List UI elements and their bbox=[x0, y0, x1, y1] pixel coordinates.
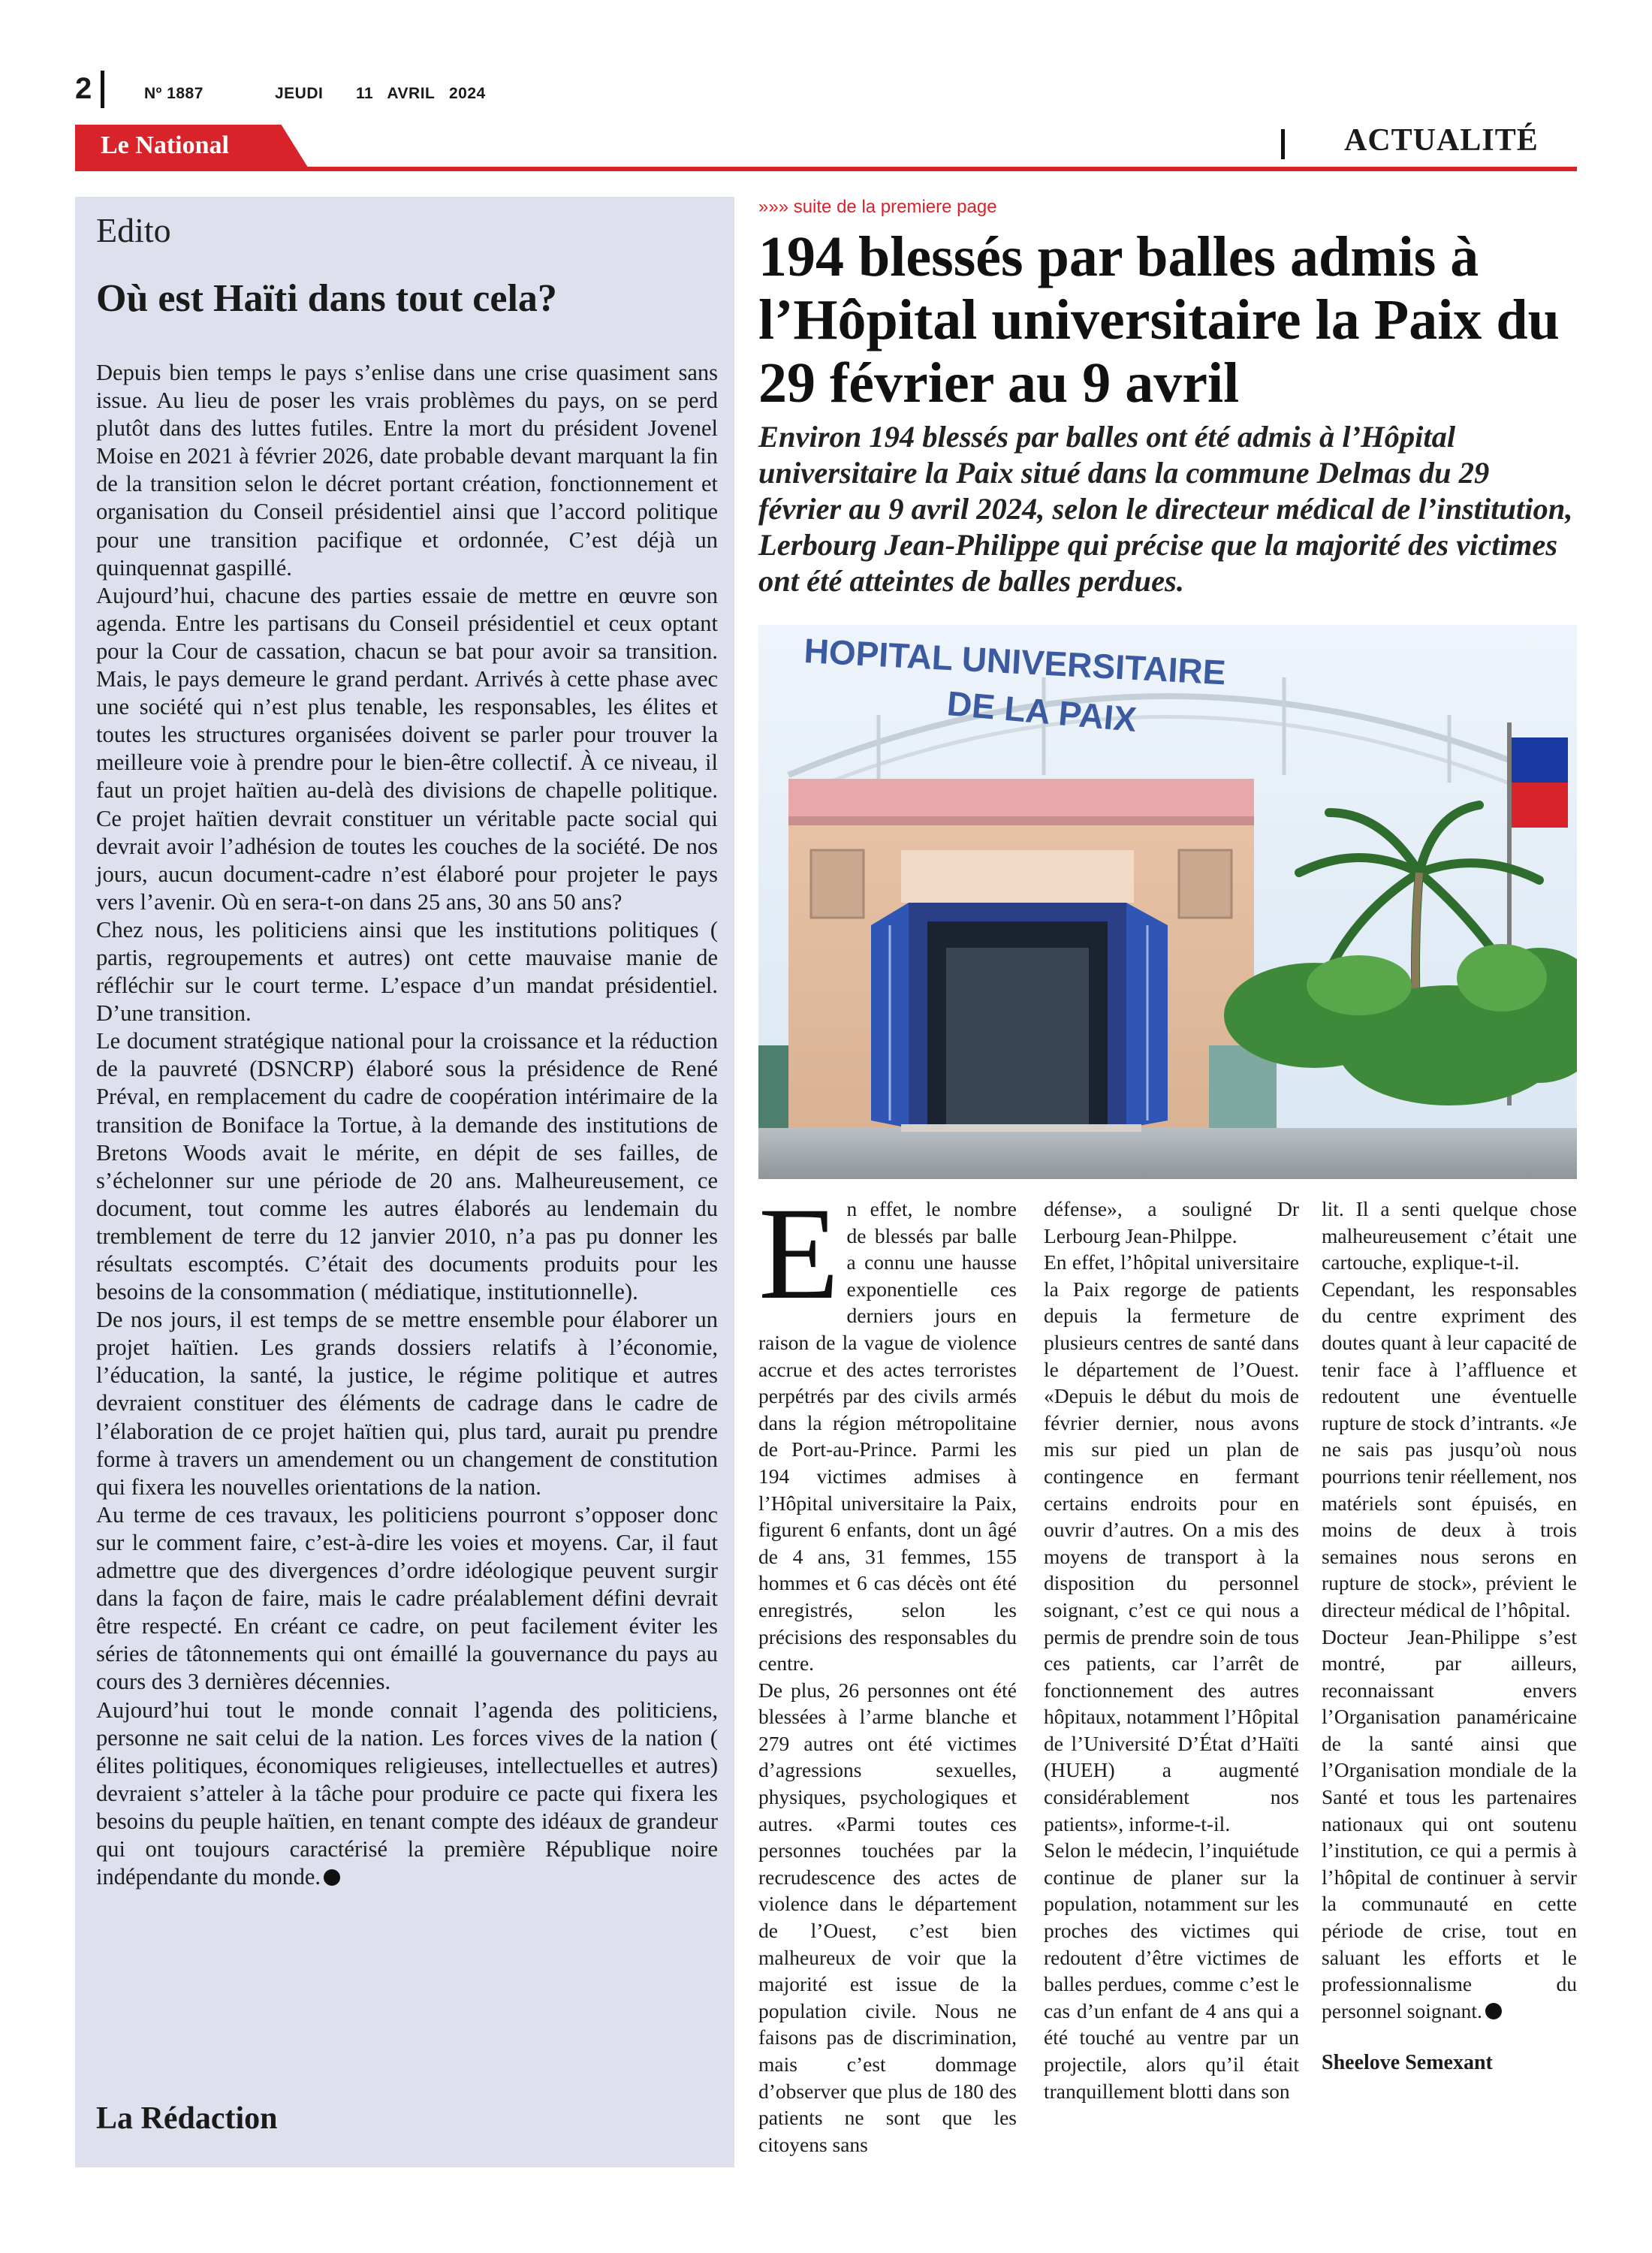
article-paragraph-text: Docteur Jean-Philippe s’est montré, par ailleurs, reconnaissant envers l’Organisation panaméricaine de la santé ainsi que l’Organisation mondiale de la Santé et tous les partenaires nationaux qui ont soutenu l’institution, ce qui a permis à l’hôpital de continuer à servir la communauté en cette période de crise, tout en saluant les efforts et le professionnalisme du personnel soignant. bbox=[1322, 1624, 1577, 2022]
hospital-photo bbox=[758, 625, 1577, 1179]
article-paragraph: défense», a souligné Dr Lerbourg Jean-Philppe. bbox=[1044, 1197, 1299, 1247]
edito-signature: La Rédaction bbox=[96, 2101, 278, 2136]
edito-paragraph: Aujourd’hui, chacune des parties essaie de mettre en œuvre son agenda. Entre les partisans du Conseil présidentiel et ceux optant pour la Cour de cassation, chacun se bat pour avoir sa transition. Mais, le pays demeure le grand perdant. Arrivés à cette phase avec une société qui n’est plus tenable, les responsables, les élites et toutes les structures organisées doivent se parler pour trouver la meilleure voie à prendre pour le bien-être collectif. À ce niveau, il faut un projet haïtien au-delà des divisions de chapelle politique. Ce projet haïtien devrait constituer un véritable pacte social qui devrait avoir l’adhésion de toutes les couches de la société. De nos jours, aucun document-cadre n’est élaboré pour projeter le pays vers l’avenir. Où en sera-t-on dans 25 ans, 30 ans 50 ans? bbox=[96, 582, 718, 915]
photo-sign-line-2: DE LA PAIX bbox=[945, 683, 1138, 740]
article-paragraph: Selon le médecin, l’inquiétude continue de planer sur la population, notamment sur les proches des victimes qui redoutent d’être victimes de balles perdues, comme c’est le cas d’un enfant de 4 ans qui a été touché au ventre par un projectile, alors qu’il était tranquillement blotti dans son bbox=[1044, 1838, 1299, 2103]
article-paragraph-last bbox=[1322, 1624, 1577, 2025]
edito-title: Où est Haïti dans tout cela? bbox=[96, 277, 557, 320]
article-paragraph: En effet, l’hôpital universitaire la Paix regorge de patients depuis la fermeture de plusieurs centres de santé dans le département de l’Ouest. «Depuis le début du mois de février dernier, nous avons mis sur pied un plan de contingence en fermant certains endroits pour en ouvrir d’autres. On a mis des moyens de transport à la disposition du personnel soignant, c’est ce qui nous a permis de prendre soin de tous ces patients, car l’arrêt de fonctionnement des autres hôpitaux, notamment l’Hôpital de l’Université D’État d’Haïti (HUEH) a augmenté considérablement nos patients», informe-t-il. bbox=[1044, 1250, 1299, 1835]
issue-weekday: JEUDI bbox=[275, 85, 324, 102]
article-paragraph: n effet, le nombre de blessés par balle a connu une hausse exponentielle ces derniers jours en raison de la vague de violence accrue et des actes terroristes perpétrés par des civils armés dans la région métropolitaine de Port-au-Prince. Parmi les 194 victimes admises à l’Hôpital universitaire la Paix, figurent 6 enfants, dont un âgé de 4 ans, 31 femmes, 155 hommes et 6 cas décès ont été enregistrés, selon les précisions des responsables du centre. bbox=[758, 1197, 1017, 1675]
article-author: Sheelove Semexant bbox=[1322, 2051, 1493, 2075]
edito-body bbox=[96, 359, 718, 1891]
edito-paragraph-text: Aujourd’hui tout le monde connait l’agenda des politiciens, personne ne sait celui de la nation. Les forces vives de la nation ( élites politiques, économiques religieuses, intellectuelles et autres) devraient s’atteler à la tâche pour produire ce pacte qui fixera les besoins du peuple haïtien, en tenant compte des idéaux de grandeur qui ont toujours caractérisé la première République noire indépendante du monde. bbox=[96, 1697, 718, 1890]
article-headline: 194 blessés par balles admis à l’Hôpital universitaire la Paix du 29 février au 9 avril bbox=[758, 225, 1560, 415]
page-number: 2 bbox=[75, 72, 92, 105]
hospital-photo-illustration bbox=[758, 625, 1577, 1179]
article-paragraph: De plus, 26 personnes ont été blessées à l’arme blanche et 279 autres ont été victimes d’agressions sexuelles, physiques, psychologiques et autres. «Parmi toutes ces personnes touchées par la recrudescence des actes de violence dans le département de l’Ouest, c’est bien malheureux de voir que la majorité est issue de la population civile. Nous ne faisons pas de discrimination, mais c’est dommage d’observer que plus de 180 des patients ne sont que les citoyens sans bbox=[758, 1678, 1017, 2156]
edito-kicker: Edito bbox=[96, 211, 171, 249]
article-paragraph: Cependant, les responsables du centre expriment des doutes quant à leur capacité de tenir face à l’affluence et redoutent une éventuelle rupture de stock d’intrants. «Je ne sais pas jusqu’où nous pourrions tenir réellement, nos matériels sont épuisés, en moins de deux à trois semaines nous serons en rupture de stock», prévient le directeur médical de l’hôpital. bbox=[1322, 1277, 1577, 1621]
edito-paragraph: Le document stratégique national pour la croissance et la réduction de la pauvreté (DSNCRP) élaboré sous la présidence de René Préval, en remplacement du cadre de coopération intérimaire de la transition de Boniface la Tortue, à la demande des institutions de Bretons Woods avait le mérite, en dépit de ses failles, de s’échelonner sur une période de 20 ans. Malheureusement, ce document, tout comme les autres élaborés au lendemain du tremblement de terre du 12 janvier 2010, n’a pas pu donner les résultats escomptés. C’était des documents produits pour les besoins de la consommation ( médiatique, institutionnelle). bbox=[96, 1028, 718, 1305]
end-mark-icon bbox=[1485, 2003, 1502, 2019]
issue-number: Nº 1887 bbox=[144, 85, 203, 102]
edito-paragraph: De nos jours, il est temps de se mettre ensemble pour élaborer un projet haïtien. Les grands dossiers relatifs à l’économie, l’éducation, la santé, la justice, le régime politique et autres devraient constituer des éléments de cadrage dans le cadre de l’élaboration de ce projet haïtien qui, plus tard, aurait pu prendre forme à travers un amendement ou un changement de constitution qui fixera les nouvelles orientations de la nation. bbox=[96, 1307, 718, 1500]
article-column-2 bbox=[1044, 1196, 1299, 2104]
article-lede: Environ 194 blessés par balles ont été admis à l’Hôpital universitaire la Paix situé dans la commune Delmas du 29 février au 9 avril 2024, selon le directeur médical de l’institution, Lerbourg Jean-Philippe qui précise que la majorité des victimes ont été atteintes de balles perdues. bbox=[758, 420, 1573, 598]
section-divider bbox=[1281, 129, 1285, 159]
edito-paragraph: Au terme de ces travaux, les politiciens pourront s’opposer donc sur le comment faire, c’est-à-dire les voies et moyens. Car, il faut admettre que des divergences d’ordre idéologique peuvent surgir dans la façon de faire, mais le cadre préalablement défini devrait être respecté. En créant ce cadre, on peut facilement éviter les séries de tâtonnements qui ont émaillé la gouvernance du pays au cours des 3 dernières décennies. bbox=[96, 1501, 718, 1695]
article-paragraph: lit. Il a senti quelque chose malheureusement c’était une cartouche, explique-t-il. bbox=[1322, 1197, 1577, 1274]
end-mark-icon bbox=[324, 1869, 340, 1886]
article-column-3 bbox=[1322, 1196, 1577, 2077]
continued-label: »»» suite de la premiere page bbox=[758, 197, 997, 217]
section-name: ACTUALITÉ bbox=[1344, 123, 1539, 158]
drop-cap: E bbox=[758, 1181, 840, 1327]
article-column-1 bbox=[758, 1181, 1017, 2158]
header-rule bbox=[75, 167, 1577, 171]
photo-sign-line-1: HOPITAL UNIVERSITAIRE bbox=[803, 631, 1227, 692]
issue-date: 11 AVRIL 2024 bbox=[356, 85, 486, 102]
edito-paragraph-last bbox=[96, 1697, 718, 1892]
brand-name: Le National bbox=[101, 131, 229, 159]
edito-paragraph: Chez nous, les politiciens ainsi que les institutions politiques ( partis, regroupements et autres) ont cette mauvaise manie de réfléchir sur le court terme. L’espace d’un mandat présidentiel. D’une transition. bbox=[96, 916, 718, 1027]
edito-paragraph: Depuis bien temps le pays s’enlise dans une crise quasiment sans issue. Au lieu de poser les vrais problèmes du pays, on se perd plutôt dans des luttes futiles. Entre la mort du président Jovenel Moise en 2021 à février 2026, date probable devant marquant la fin de la transition selon le décret portant création, fonctionnement et organisation du Conseil présidentiel ainsi que l’accord politique pour une transition pacifique et ordonnée, C’est déjà un quinquennat gaspillé. bbox=[96, 360, 718, 581]
page-number-divider bbox=[101, 71, 104, 108]
